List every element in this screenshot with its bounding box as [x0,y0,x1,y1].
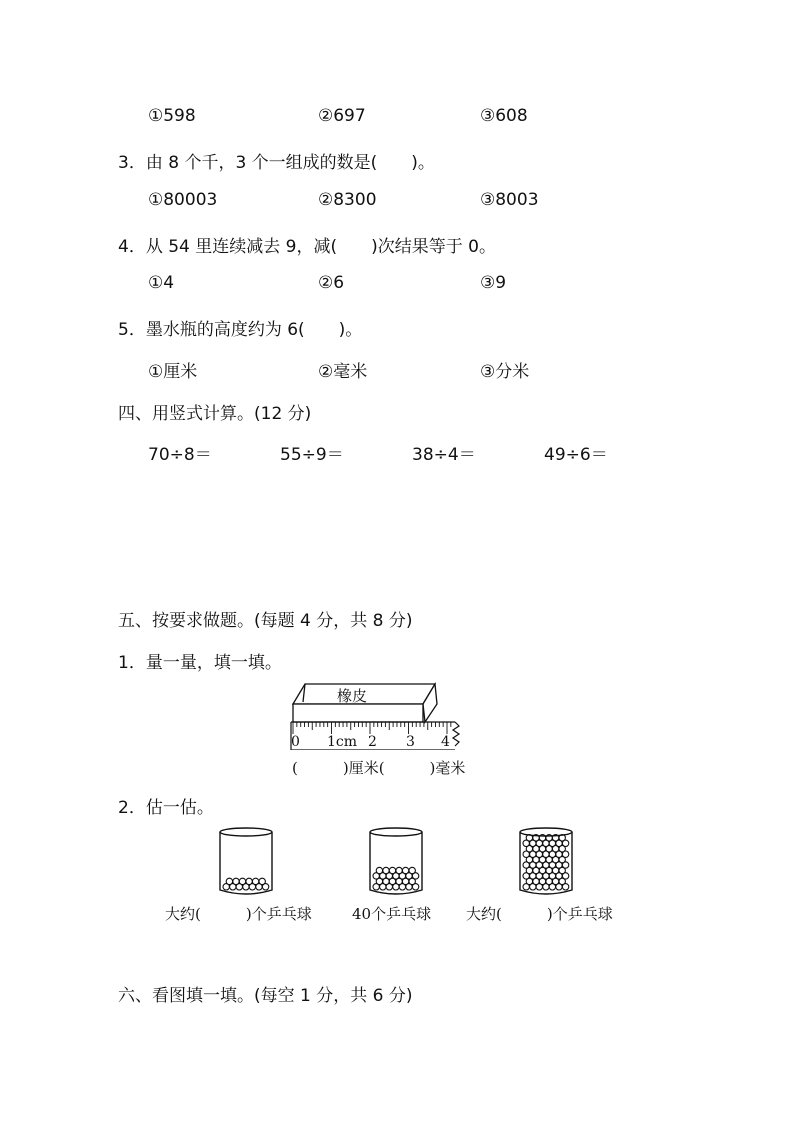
jar-rim [520,828,572,836]
jar-rim [370,828,422,836]
eraser-label: 橡皮 [337,687,368,705]
ping-pong-ball [233,878,239,884]
ruler-tick-label: 1cm [327,734,358,750]
q5-option-1[interactable]: ①厘米 [148,362,198,382]
q2-options-row [0,106,794,132]
q3-option-2[interactable]: ②8300 [318,190,377,210]
jar-few-balls [214,824,278,900]
q4-text: 4．从 54 里连续减去 9，减( )次结果等于 0。 [118,237,496,257]
ruler-answer-line: ( )厘米( )毫米 [292,759,466,777]
section4-heading: 四、用竖式计算。(12 分) [118,404,312,424]
q5-option-2[interactable]: ②毫米 [318,362,368,382]
q3-text: 3．由 8 个千，3 个一组成的数是( )。 [118,153,435,173]
q5-option-3[interactable]: ③分米 [480,362,530,382]
q2-option-2[interactable]: ②697 [318,106,366,126]
ping-pong-ball [226,878,232,884]
q4-option-2[interactable]: ②6 [318,273,345,293]
q4-options-row [0,273,794,299]
q5-options-row [0,357,794,383]
ping-pong-ball [239,878,245,884]
jar-full-balls [514,824,578,900]
ping-pong-ball [389,867,395,873]
ping-pong-ball [252,878,258,884]
q3-option-3[interactable]: ③8003 [480,190,539,210]
ping-pong-ball [376,867,382,873]
ping-pong-ball [402,867,408,873]
ruler-tick-label: 2 [368,734,377,750]
jar-forty-balls [364,824,428,900]
jar-caption-left: 大约( )个乒乓球 [165,905,312,923]
division-problem: 70÷8＝ [148,445,212,465]
ping-pong-ball [259,878,265,884]
section5-item2-title: 2．估一估。 [118,798,214,818]
q3-options-row [0,190,794,216]
section5-item1-title: 1．量一量，填一填。 [118,653,282,673]
q4-option-3[interactable]: ③9 [480,273,507,293]
q2-option-3[interactable]: ③608 [480,106,528,126]
q3-option-1[interactable]: ①80003 [148,190,218,210]
jar-caption-middle: 40个乒乓球 [352,905,432,923]
ruler-tick-label: 0 [291,734,300,750]
ping-pong-ball [396,867,402,873]
q2-option-1[interactable]: ①598 [148,106,196,126]
ping-pong-ball [383,867,389,873]
ruler-eraser-figure [285,678,465,750]
q5-text: 5．墨水瓶的高度约为 6( )。 [118,320,363,340]
jar-rim [220,828,272,836]
section5-heading: 五、按要求做题。(每题 4 分，共 8 分) [118,611,413,631]
division-problem: 38÷4＝ [412,445,476,465]
ruler-tick-label: 3 [406,734,415,750]
section6-heading: 六、看图填一填。(每空 1 分，共 6 分) [118,986,413,1006]
ping-pong-ball [409,867,415,873]
section4-problems-row [0,440,794,466]
ruler-tick-label: 4 [441,734,450,750]
ping-pong-ball [246,878,252,884]
division-problem: 55÷9＝ [280,445,344,465]
q4-option-1[interactable]: ①4 [148,273,175,293]
jar-caption-right: 大约( )个乒乓球 [466,905,613,923]
division-problem: 49÷6＝ [544,445,608,465]
